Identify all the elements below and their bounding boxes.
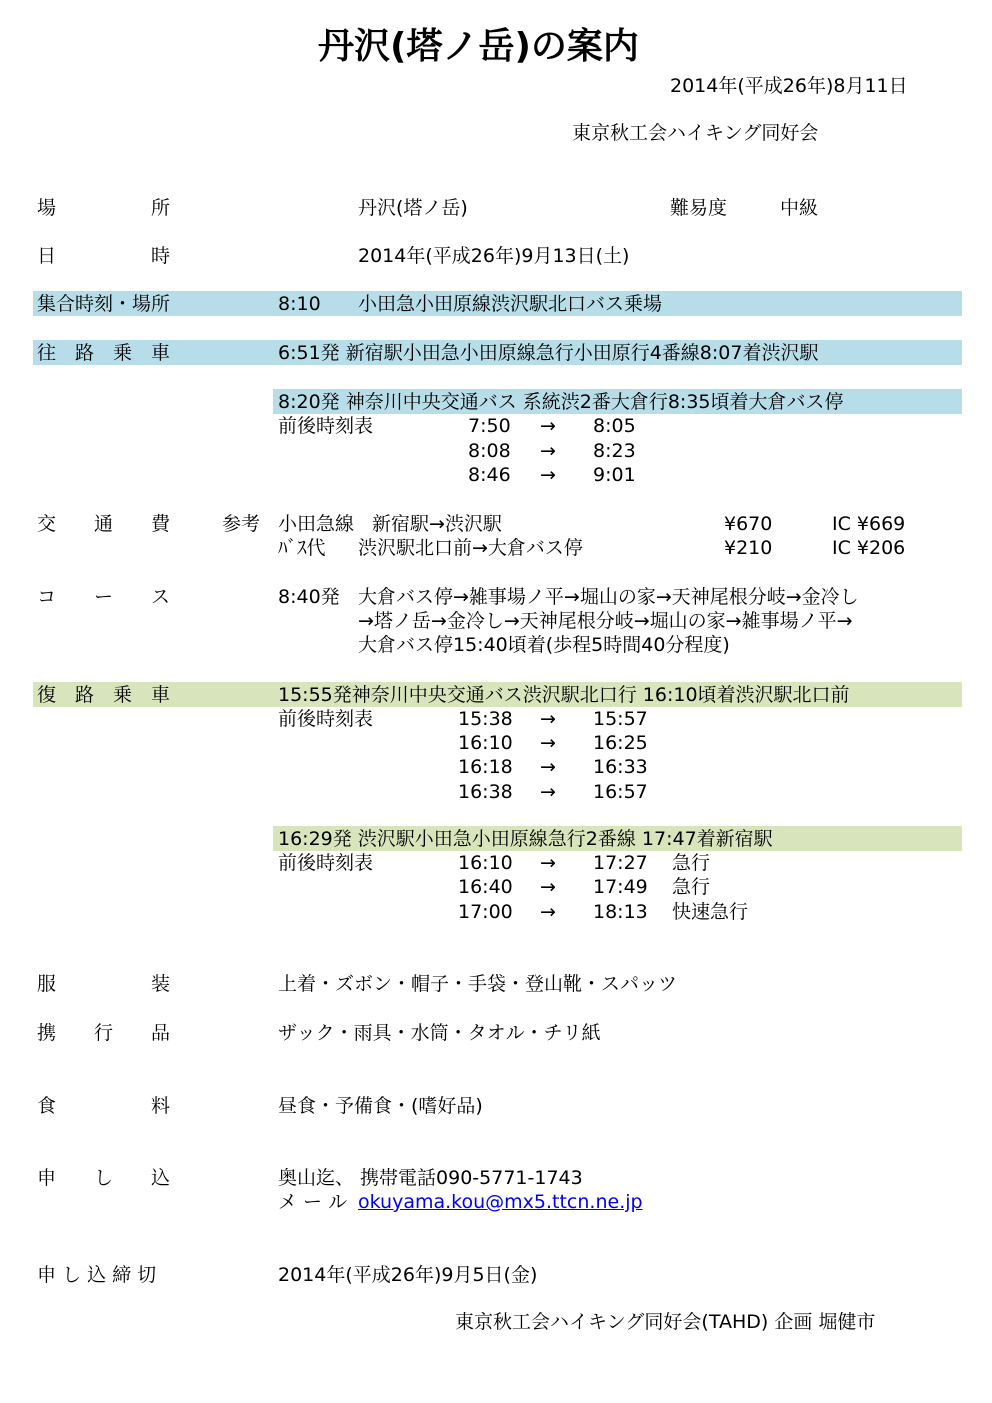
apply-label: 申 し 込 — [37, 1167, 171, 1189]
deadline-value: 2014年(平成26年)9月5日(金) — [278, 1264, 538, 1286]
arrow-icon: → — [540, 876, 556, 898]
course-line: →塔ノ岳→金冷し→天神尾根分岐→堀山の家→雑事場ノ平→ — [358, 610, 853, 632]
outbound-arr: 8:23 — [593, 440, 636, 462]
food-value: 昼食・予備食・(嗜好品) — [278, 1095, 483, 1117]
issue-date: 2014年(平成26年)8月11日 — [670, 75, 908, 97]
return-train-timetable-label: 前後時刻表 — [278, 852, 374, 874]
return-train-type: 快速急行 — [672, 901, 749, 923]
return-bus-arr: 16:33 — [593, 756, 648, 778]
arrow-icon: → — [540, 732, 556, 754]
outbound-dep: 8:08 — [468, 440, 511, 462]
items-label: 携 行 品 — [37, 1022, 171, 1044]
organization: 東京秋工会ハイキング同好会 — [572, 122, 819, 144]
arrow-icon: → — [540, 464, 556, 486]
arrow-icon: → — [540, 901, 556, 923]
items-value: ザック・雨具・水筒・タオル・チリ紙 — [278, 1022, 601, 1044]
apply-contact: 奥山迄、 携帯電話090-5771-1743 — [278, 1167, 583, 1189]
difficulty-value: 中級 — [780, 197, 819, 219]
food-label: 食 料 — [37, 1095, 171, 1117]
outbound-train: 6:51発 新宿駅小田急小田原線急行小田原行4番線8:07着渋沢駅 — [278, 342, 819, 364]
meeting-label: 集合時刻・場所 — [37, 293, 171, 315]
return-bus-dep: 16:38 — [458, 781, 513, 803]
outbound-dep: 7:50 — [468, 415, 511, 437]
meeting-time: 8:10 — [278, 293, 321, 315]
difficulty-label: 難易度 — [670, 197, 728, 219]
course-label: コ ー ス — [37, 586, 171, 608]
footer-credit: 東京秋工会ハイキング同好会(TAHD) 企画 堀健市 — [455, 1311, 876, 1333]
return-bus-dep: 16:18 — [458, 756, 513, 778]
outbound-arr: 8:05 — [593, 415, 636, 437]
fare-ic: IC ¥669 — [832, 513, 906, 535]
course-start: 8:40発 — [278, 586, 340, 608]
fare-ic: IC ¥206 — [832, 537, 906, 559]
fare-ref: 参考 — [222, 513, 261, 535]
return-train: 16:29発 渋沢駅小田急小田原線急行2番線 17:47着新宿駅 — [278, 828, 773, 850]
return-bus: 15:55発神奈川中央交通バス渋沢駅北口行 16:10頃着渋沢駅北口前 — [278, 684, 850, 706]
return-label: 復 路 乗 車 — [37, 684, 171, 706]
fare-route: 渋沢駅北口前→大倉バス停 — [358, 537, 583, 559]
return-timetable-label: 前後時刻表 — [278, 708, 374, 730]
return-train-arr: 17:27 — [593, 852, 648, 874]
return-train-dep: 16:40 — [458, 876, 513, 898]
return-train-type: 急行 — [672, 876, 711, 898]
fare-line: 小田急線 — [278, 513, 355, 535]
fare-price: ¥210 — [724, 537, 773, 559]
clothing-value: 上着・ズボン・帽子・手袋・登山靴・スパッツ — [278, 973, 678, 995]
return-bus-arr: 16:25 — [593, 732, 648, 754]
place-label: 場 所 — [37, 197, 171, 219]
datetime-value: 2014年(平成26年)9月13日(土) — [358, 245, 630, 267]
arrow-icon: → — [540, 781, 556, 803]
deadline-label: 申 し 込 締 切 — [37, 1264, 157, 1286]
outbound-dep: 8:46 — [468, 464, 511, 486]
arrow-icon: → — [540, 415, 556, 437]
fare-label: 交 通 費 — [37, 513, 171, 535]
return-train-dep: 16:10 — [458, 852, 513, 874]
return-bus-dep: 16:10 — [458, 732, 513, 754]
fare-price: ¥670 — [724, 513, 773, 535]
place-value: 丹沢(塔ノ岳) — [358, 197, 468, 219]
clothing-label: 服 装 — [37, 973, 171, 995]
return-train-dep: 17:00 — [458, 901, 513, 923]
email-link[interactable]: okuyama.kou@mx5.ttcn.ne.jp — [358, 1191, 643, 1213]
fare-line: ﾊﾞｽ代 — [278, 537, 326, 559]
return-train-arr: 17:49 — [593, 876, 648, 898]
return-train-type: 急行 — [672, 852, 711, 874]
arrow-icon: → — [540, 756, 556, 778]
arrow-icon: → — [540, 708, 556, 730]
datetime-label: 日 時 — [37, 245, 171, 267]
outbound-bus: 8:20発 神奈川中央交通バス 系統渋2番大倉行8:35頃着大倉バス停 — [278, 391, 844, 413]
meeting-place: 小田急小田原線渋沢駅北口バス乗場 — [358, 293, 663, 315]
return-bus-dep: 15:38 — [458, 708, 513, 730]
course-line: 大倉バス停→雑事場ノ平→堀山の家→天神尾根分岐→金冷し — [358, 586, 859, 608]
return-bus-arr: 15:57 — [593, 708, 648, 730]
page-title: 丹沢(塔ノ岳)の案内 — [318, 26, 639, 67]
outbound-label: 往 路 乗 車 — [37, 342, 171, 364]
fare-route: 新宿駅→渋沢駅 — [372, 513, 502, 535]
arrow-icon: → — [540, 852, 556, 874]
outbound-timetable-label: 前後時刻表 — [278, 415, 374, 437]
arrow-icon: → — [540, 440, 556, 462]
outbound-arr: 9:01 — [593, 464, 636, 486]
return-bus-arr: 16:57 — [593, 781, 648, 803]
course-line: 大倉バス停15:40頃着(歩程5時間40分程度) — [358, 634, 730, 656]
mail-label: メ ー ル — [278, 1191, 348, 1213]
return-train-arr: 18:13 — [593, 901, 648, 923]
